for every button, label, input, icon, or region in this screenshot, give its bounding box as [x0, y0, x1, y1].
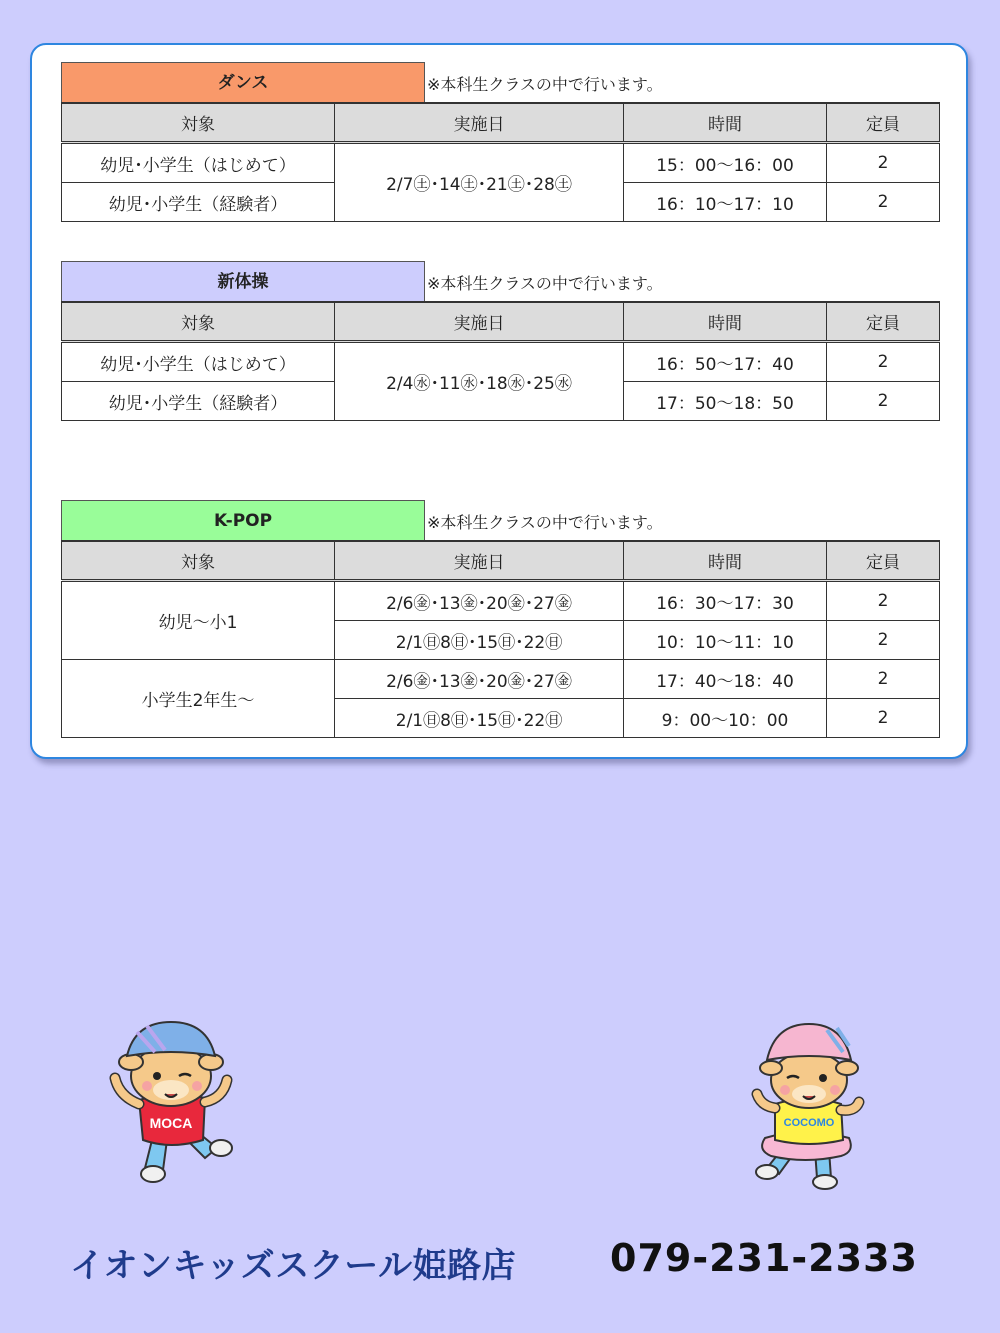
time-cell: 17：50～18：50 [624, 382, 827, 421]
time-cell: 9：00～10：00 [624, 699, 827, 738]
col-header-dates: 実施日 [335, 302, 624, 342]
schedule-table [61, 102, 940, 222]
table-row [62, 143, 940, 183]
section-title: ダンス [61, 62, 425, 102]
section-title: K-POP [61, 500, 425, 540]
col-header-capacity: 定員 [827, 103, 940, 143]
dates-cell: 2/4㊌･11㊌･18㊌･25㊌ [335, 342, 624, 421]
dates-cell: 2/1㊐8㊐･15㊐･22㊐ [335, 621, 624, 660]
time-cell: 17：40～18：40 [624, 660, 827, 699]
target-cell: 幼児･小学生（経験者） [62, 183, 335, 222]
gymnastics-section [61, 261, 939, 421]
time-cell: 16：50～17：40 [624, 342, 827, 382]
capacity-cell: 2 [827, 382, 940, 421]
section-title: 新体操 [61, 261, 425, 301]
capacity-cell: 2 [827, 660, 940, 699]
target-cell: 幼児･小学生（経験者） [62, 382, 335, 421]
section-note: ※本科生クラスの中で行います。 [427, 274, 663, 293]
dance-section [61, 62, 939, 222]
school-name: イオンキッズスクール姫路店 [70, 1246, 517, 1286]
col-header-time: 時間 [624, 541, 827, 581]
time-cell: 16：10～17：10 [624, 183, 827, 222]
target-cell: 幼児～小1 [62, 581, 335, 660]
moca-mascot-illustration [105, 1018, 240, 1188]
table-row [62, 660, 940, 699]
col-header-target: 対象 [62, 302, 335, 342]
target-cell: 幼児･小学生（はじめて） [62, 342, 335, 382]
capacity-cell: 2 [827, 699, 940, 738]
capacity-cell: 2 [827, 143, 940, 183]
col-header-capacity: 定員 [827, 541, 940, 581]
col-header-target: 対象 [62, 541, 335, 581]
section-note: ※本科生クラスの中で行います。 [427, 75, 663, 94]
col-header-target: 対象 [62, 103, 335, 143]
capacity-cell: 2 [827, 342, 940, 382]
section-note: ※本科生クラスの中で行います。 [427, 513, 663, 532]
cocomo-shirt-text: COCOMO [783, 1117, 835, 1129]
time-cell: 15：00～16：00 [624, 143, 827, 183]
dates-cell: 2/6㊎･13㊎･20㊎･27㊎ [335, 581, 624, 621]
schedule-table [61, 540, 940, 738]
time-cell: 16：30～17：30 [624, 581, 827, 621]
moca-shirt-text: MOCA [149, 1115, 193, 1131]
target-cell: 幼児･小学生（はじめて） [62, 143, 335, 183]
dates-cell: 2/7㊏･14㊏･21㊏･28㊏ [335, 143, 624, 222]
phone-number[interactable]: 079-231-2333 [610, 1236, 918, 1280]
kpop-section [61, 500, 939, 738]
dates-cell: 2/6㊎･13㊎･20㊎･27㊎ [335, 660, 624, 699]
col-header-time: 時間 [624, 302, 827, 342]
cocomo-mascot-illustration [745, 1018, 875, 1190]
col-header-capacity: 定員 [827, 302, 940, 342]
col-header-dates: 実施日 [335, 103, 624, 143]
col-header-dates: 実施日 [335, 541, 624, 581]
table-row [62, 581, 940, 621]
table-row [62, 342, 940, 382]
schedule-table [61, 301, 940, 421]
time-cell: 10：10～11：10 [624, 621, 827, 660]
capacity-cell: 2 [827, 621, 940, 660]
col-header-time: 時間 [624, 103, 827, 143]
dates-cell: 2/1㊐8㊐･15㊐･22㊐ [335, 699, 624, 738]
capacity-cell: 2 [827, 581, 940, 621]
target-cell: 小学生2年生～ [62, 660, 335, 738]
capacity-cell: 2 [827, 183, 940, 222]
